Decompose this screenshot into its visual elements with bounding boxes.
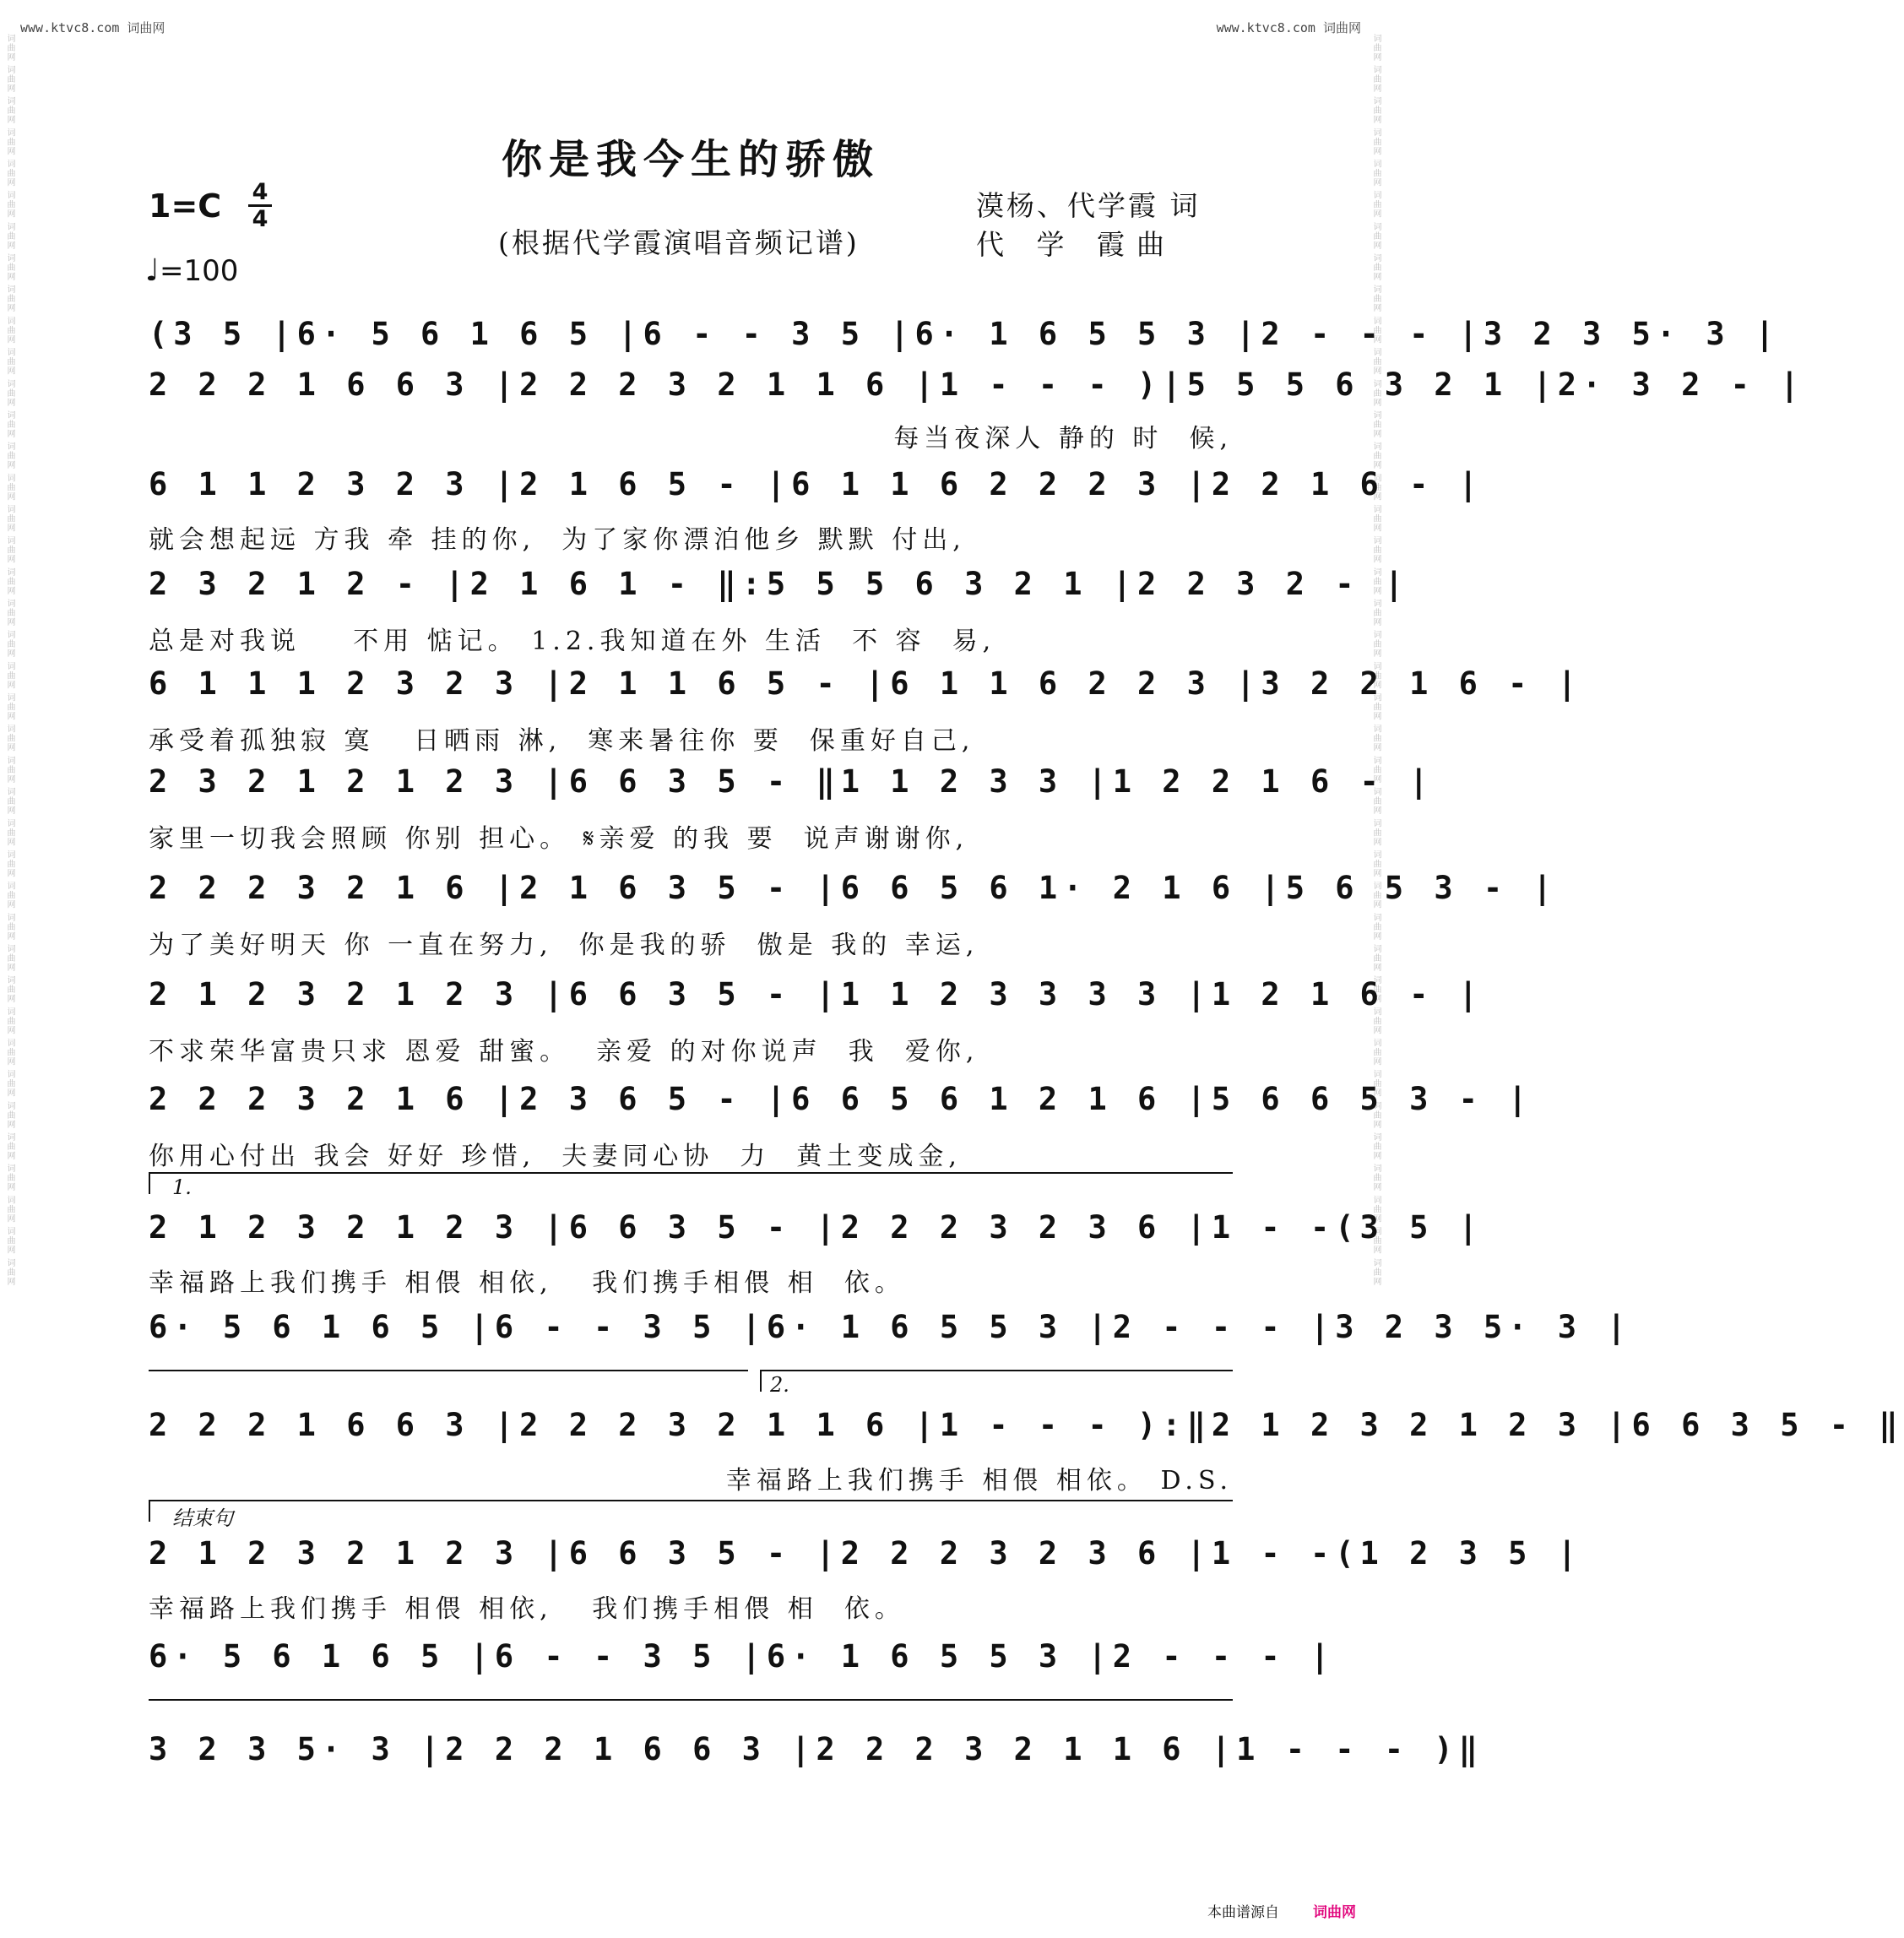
second-ending-bracket bbox=[760, 1370, 1233, 1371]
music-row: 2 2 2 3 2 1 6 |2 1 6 3 5 - |6 6 5 6 1· 2 1 6 |5 6 5 3 - | bbox=[149, 870, 1558, 906]
music-row: 6 1 1 1 2 3 2 3 |2 1 1 6 5 - |6 1 1 6 2 2 3 |3 2 2 1 6 - | bbox=[149, 665, 1583, 702]
key-signature: 1=C bbox=[149, 187, 222, 225]
lyric-row: 为了美好明天 你 一直在努力, 你是我的骄 傲是 我的 幸运, bbox=[149, 931, 979, 960]
music-row: 2 2 2 1 6 6 3 |2 2 2 3 2 1 1 6 |1 - - - ):‖2 1 2 3 2 1 2 3 |6 6 3 5 - ‖ bbox=[149, 1407, 1904, 1443]
time-signature bbox=[248, 181, 272, 231]
footer-source: 本曲谱源自 bbox=[1207, 1904, 1279, 1921]
quarter-note-icon: ♩ bbox=[145, 253, 160, 288]
watermark-right: www.ktvc8.com 词曲网 bbox=[1216, 20, 1361, 35]
music-row: 2 1 2 3 2 1 2 3 |6 6 3 5 - |1 1 2 3 3 3 3 |1 2 1 6 - | bbox=[149, 976, 1484, 1012]
time-signature-bottom: 4 bbox=[252, 206, 269, 232]
subtitle: (根据代学霞演唱音频记谱) bbox=[498, 226, 860, 259]
lyric-row: 不求荣华富贵只求 恩爱 甜蜜。 亲爱 的对你说声 我 爱你, bbox=[149, 1037, 979, 1067]
music-row: 2 1 2 3 2 1 2 3 |6 6 3 5 - |2 2 2 3 2 3 6 |1 - -(3 5 | bbox=[149, 1209, 1484, 1246]
watermark-left: www.ktvc8.com 词曲网 bbox=[20, 20, 165, 35]
lyric-row: 家里一切我会照顾 你别 担心。 𝄋亲爱 的我 要 说声谢谢你, bbox=[149, 824, 969, 854]
lyric-row: 你用心付出 我会 好好 珍惜, 夫妻同心协 力 黄土变成金, bbox=[149, 1142, 962, 1171]
time-signature-top: 4 bbox=[252, 179, 269, 205]
music-row: 3 2 3 5· 3 |2 2 2 1 6 6 3 |2 2 2 3 2 1 1 6 |1 - - - )‖ bbox=[149, 1731, 1484, 1767]
first-ending-bracket-edge bbox=[149, 1172, 150, 1194]
lyric-row: 幸福路上我们携手 相偎 相依。 D.S. bbox=[725, 1466, 1233, 1496]
lyric-row: 承受着孤独寂 寞 日晒雨 淋, 寒来暑往你 要 保重好自己, bbox=[149, 726, 975, 756]
side-watermark-right: 词曲网 词曲网 词曲网 词曲网 词曲网 词曲网 词曲网 词曲网 词曲网 词曲网 词曲网 词曲网 词曲网 词曲网 词曲网 词曲网 词曲网 词曲网 词曲网 词曲网 词曲网 词曲网 词曲网 词曲网 词曲网 词曲网 词曲网 词曲网 词曲网 词曲网 词曲网 词曲网 词曲网 词曲网 词曲网 词曲网 词曲网 词曲网 词曲网 词曲网 bbox=[1371, 34, 1381, 1286]
first-ending-bracket bbox=[149, 1172, 1233, 1174]
footer-brand: 词曲网 bbox=[1313, 1904, 1356, 1921]
first-ending-label: 1. bbox=[172, 1175, 192, 1199]
music-row: 2 3 2 1 2 1 2 3 |6 6 3 5 - ‖1 1 2 3 3 |1 2 2 1 6 - | bbox=[149, 763, 1435, 800]
music-row: 2 2 2 3 2 1 6 |2 3 6 5 - |6 6 5 6 1 2 1 6 |5 6 6 5 3 - | bbox=[149, 1081, 1533, 1117]
side-watermark-left: 词曲网 词曲网 词曲网 词曲网 词曲网 词曲网 词曲网 词曲网 词曲网 词曲网 词曲网 词曲网 词曲网 词曲网 词曲网 词曲网 词曲网 词曲网 词曲网 词曲网 词曲网 词曲网 词曲网 词曲网 词曲网 词曲网 词曲网 词曲网 词曲网 词曲网 词曲网 词曲网 词曲网 词曲网 词曲网 词曲网 词曲网 词曲网 词曲网 词曲网 bbox=[5, 34, 14, 1286]
first-ending-bracket-continued bbox=[149, 1370, 748, 1371]
staff-divider bbox=[149, 1699, 1233, 1701]
tempo-marking bbox=[145, 253, 238, 288]
ending-phrase-label: 结束句 bbox=[172, 1506, 233, 1530]
footer-credit bbox=[1207, 1900, 1356, 1921]
second-ending-bracket-edge bbox=[760, 1370, 762, 1392]
lyricist-credit: 漠杨、代学霞 词 bbox=[976, 189, 1201, 222]
ending-phrase-bracket bbox=[149, 1500, 1233, 1501]
music-row: (3 5 |6· 5 6 1 6 5 |6 - - 3 5 |6· 1 6 5 5 3 |2 - - - |3 2 3 5· 3 | bbox=[149, 316, 1781, 352]
music-row: 2 3 2 1 2 - |2 1 6 1 - ‖:5 5 5 6 3 2 1 |2 2 3 2 - | bbox=[149, 566, 1410, 602]
lyric-row: 总是对我说 不用 惦记。 1.2.我知道在外 生活 不 容 易, bbox=[149, 627, 996, 656]
composer-credit: 代 学 霞曲 bbox=[976, 228, 1176, 261]
music-row: 6 1 1 2 3 2 3 |2 1 6 5 - |6 1 1 6 2 2 2 3 |2 2 1 6 - | bbox=[149, 466, 1484, 502]
music-row: 2 2 2 1 6 6 3 |2 2 2 3 2 1 1 6 |1 - - - )|5 5 5 6 3 2 1 |2· 3 2 - | bbox=[149, 366, 1805, 403]
music-row: 6· 5 6 1 6 5 |6 - - 3 5 |6· 1 6 5 5 3 |2 - - - |3 2 3 5· 3 | bbox=[149, 1309, 1632, 1345]
lyric-row: 就会想起远 方我 牵 挂的你, 为了家你漂泊他乡 默默 付出, bbox=[149, 525, 966, 555]
ending-phrase-bracket-edge bbox=[149, 1500, 150, 1522]
second-ending-label: 2. bbox=[770, 1373, 789, 1397]
lyric-row: 幸福路上我们携手 相偎 相依, 我们携手相偎 相 依。 bbox=[149, 1594, 905, 1624]
tempo-value: =100 bbox=[159, 254, 239, 288]
song-title: 你是我今生的骄傲 bbox=[501, 136, 880, 183]
music-row: 2 1 2 3 2 1 2 3 |6 6 3 5 - |2 2 2 3 2 3 6 |1 - -(1 2 3 5 | bbox=[149, 1535, 1583, 1572]
lyric-row: 每当夜深人 静的 时 候, bbox=[893, 424, 1233, 453]
lyric-row: 幸福路上我们携手 相偎 相依, 我们携手相偎 相 依。 bbox=[149, 1268, 905, 1298]
music-row: 6· 5 6 1 6 5 |6 - - 3 5 |6· 1 6 5 5 3 |2 - - - | bbox=[149, 1638, 1336, 1675]
